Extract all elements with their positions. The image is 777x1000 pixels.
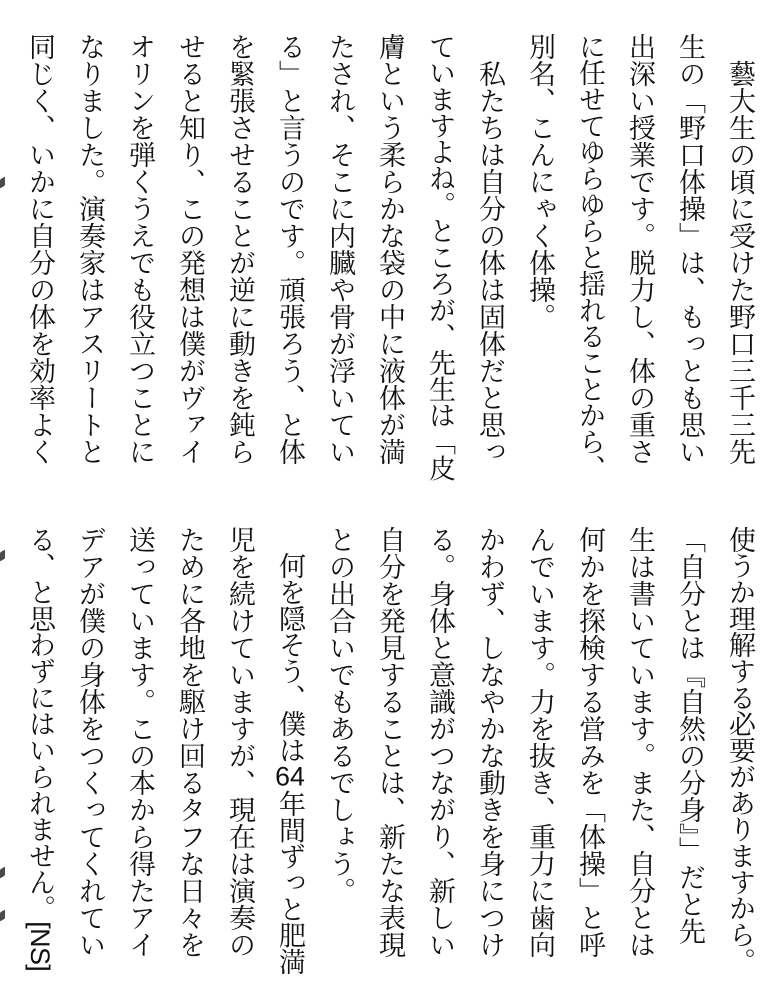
text-column: たされ、そこに内臓や骨が浮いてい bbox=[325, 33, 355, 465]
text-column: ために各地を駆け回るタフな日々を bbox=[175, 526, 205, 958]
text-column: ていますよね。ところが、先生は「皮 bbox=[425, 33, 455, 481]
text-column: 膚という柔らかな袋の中に液体が満 bbox=[375, 33, 405, 465]
scan-artifact bbox=[0, 549, 5, 561]
text-column: る」と言うのです。頑張ろう、と体 bbox=[275, 33, 305, 465]
text-column: る。身体と意識がつながり、新しい bbox=[425, 526, 455, 958]
text-column: 生の「野口体操」は、もっとも思い bbox=[675, 33, 705, 465]
text-column: 何かを探検する営みを「体操」と呼 bbox=[575, 526, 605, 958]
text-column: 自分を発見することは、新たな表現 bbox=[375, 526, 405, 958]
text-column: 別名、こんにゃく体操。 bbox=[525, 33, 555, 330]
text-column: 使うか理解する必要がありますから。 bbox=[725, 526, 755, 974]
text-column: かわず、しなやかな動きを身につけ bbox=[475, 526, 505, 958]
scan-artifact bbox=[0, 176, 5, 188]
text-column: 「自分とは『自然の分身』」だと先 bbox=[675, 526, 705, 945]
text-column: オリンを弾くうえでも役立つことに bbox=[125, 33, 155, 465]
text-column: 出深い授業です。脱力し、体の重さ bbox=[625, 33, 655, 465]
text-column: んでいます。力を抜き、重力に歯向 bbox=[525, 526, 555, 958]
text-column: デアが僕の身体をつくってくれてい bbox=[75, 526, 105, 958]
text-column: との出合いでもあるでしょう。 bbox=[325, 526, 355, 904]
text-column: 何を隠そう、僕は64年間ずっと肥満 bbox=[275, 526, 305, 975]
text-column: 同じく、いかに自分の体を効率よく bbox=[25, 33, 55, 465]
text-column: 生は書いています。また、自分とは bbox=[625, 526, 655, 958]
text-block-bottom bbox=[15, 526, 765, 974]
text-column: 児を続けていますが、現在は演奏の bbox=[225, 526, 255, 958]
text-column: 藝大生の頃に受けた野口三千三先 bbox=[725, 33, 755, 465]
text-column: る、と思わずにはいられません。[NS] bbox=[25, 526, 55, 972]
text-column: なりました。演奏家はアスリートと bbox=[75, 33, 105, 465]
scan-artifact bbox=[0, 909, 5, 921]
text-column: せると知り、この発想は僕がヴァイ bbox=[175, 33, 205, 465]
text-column: 私たちは自分の体は固体だと思っ bbox=[475, 33, 505, 465]
text-column: 送っています。この本から得たアイ bbox=[125, 526, 155, 958]
scan-artifact bbox=[0, 866, 5, 878]
text-column: を緊張させることが逆に動きを鈍ら bbox=[225, 33, 255, 465]
text-column: に任せてゆらゆらと揺れることから、 bbox=[575, 33, 605, 481]
tatechuyoko-number: 64 bbox=[275, 763, 305, 791]
text-block-top bbox=[15, 33, 765, 481]
